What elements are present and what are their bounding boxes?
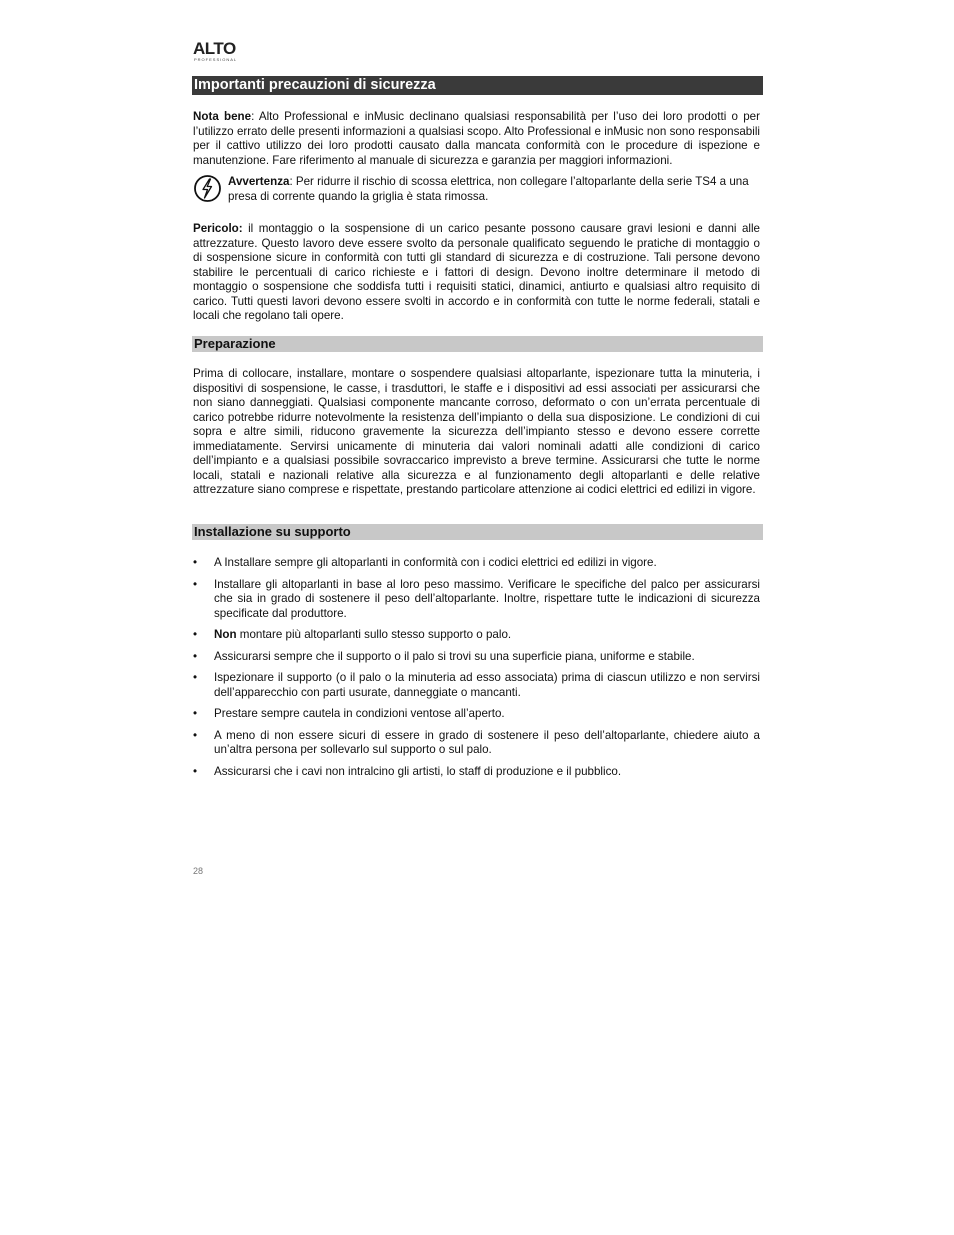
section-title-stand: Installazione su supporto (192, 524, 763, 540)
electric-shock-warning-icon (193, 174, 222, 203)
section-title-preparation: Preparazione (192, 336, 763, 352)
danger-text: il montaggio o la sospensione di un carico pesante possono causare gravi lesioni e danni alle attrezzature. Questo lavoro deve essere svolto da personale qualificato seguendo le pratiche di montaggio o di sospensione sicure in conformità con tutti gli standard di sicurezza e di costruzione. Tali persone devono stabilire le percentuali di carico richieste e i fattori di design. Devono inoltre determinare il metodo di montaggio o sospensione che soddisfa tutti i requisiti statici, dinamici, antiurto e qualsiasi altro requisito di carico. Tutti questi lavori devono essere svolti in accordo e in conformità con tutte le norme federali, statali e locali che regolano tali opere. (193, 222, 760, 322)
preparation-paragraph: Prima di collocare, installare, montare o sospendere qualsiasi altoparlante, ispezionare tutta la minuteria, i dispositivi di sospensione, le casse, i trasduttori, le staffe e i dispositivi ad essi associati per assicurarsi che non siano danneggiati. Qualsiasi componente mancante corroso, deformato o con un’errata percentuale di carico potrebbe ridurre notevolmente la resistenza dell’impianto o della sua disposizione. Le condizioni di cui sopra e altre simili, riducono gravemente la sicurezza dell’impianto stesso e devono essere corrette immediatamente. Servirsi unicamente di minuteria dai valori nominali adatti alle condizioni di carico dell’impianto e a qualsiasi possibile sovraccarico imprevisto a breve termine. Assicurarsi che tutte le norme locali, statali e nazionali relative alla sicurezza e al funzionamento degli altoparlanti e delle relative attrezzature siano comprese e rispettate, prestando particolare attenzione ai codici elettrici ed edilizi in vigore. (193, 367, 760, 496)
danger-paragraph (193, 222, 760, 324)
danger-label: Pericolo: (193, 222, 243, 235)
stand-bullet-list (193, 556, 760, 786)
list-item: • A Installare sempre gli altoparlanti in conformità con i codici elettrici ed edilizi in vigore. (193, 556, 657, 569)
list-item: • Non montare più altoparlanti sullo stesso supporto o palo. (193, 628, 512, 641)
warning-label: Avvertenza (228, 175, 290, 188)
note-paragraph (193, 110, 760, 168)
bullet-icon: • (193, 764, 198, 778)
bullet-icon: • (193, 577, 198, 591)
warning-text: : Per ridurre il rischio di scossa elettrica, non collegare l’altoparlante della serie TS4 a una presa di corrente quando la griglia è stata rimossa. (228, 175, 749, 203)
bullet-icon: • (193, 628, 198, 641)
bullet-icon: • (193, 707, 198, 720)
list-item: • A meno di non essere sicuri di essere in grado di sostenere il peso dell’altoparlante, chiedere aiuto a un’altra persona per sollevarlo sul supporto o sul palo. (193, 728, 760, 756)
non-label: Non (214, 628, 237, 641)
alto-logo (193, 39, 259, 63)
list-item: • Prestare sempre cautela in condizioni ventose all’aperto. (193, 707, 505, 720)
bullet-icon: • (193, 671, 198, 684)
note-text: : Alto Professional e inMusic declinano qualsiasi responsabilità per l’uso dei loro prodotti o per l’utilizzo errato delle presenti informazioni a qualsiasi scopo. Alto Professional e inMusic non sono responsabili per il cattivo utilizzo dei loro prodotti causato dalla mancata conformità con le procedure di ispezione e manutenzione. Fare riferimento al manuale di sicurezza e garanzia per maggiori informazioni. (193, 110, 760, 167)
note-label: Nota bene (193, 110, 252, 123)
bullet-icon: • (193, 649, 198, 663)
list-item: • Assicurarsi sempre che il supporto o il palo si trovi su una superficie piana, uniforme e stabile. (193, 649, 695, 663)
warning-paragraph (228, 175, 760, 204)
logo-subtitle: PROFESSIONAL (194, 57, 238, 62)
list-item: • Installare gli altoparlanti in base al loro peso massimo. Verificare le specifiche del palco per assicurarsi che sia in grado di sostenere il peso dell’altoparlante. Inoltre, rispettare tutte le indicazioni di sicurezza specificate dal produttore. (193, 577, 760, 620)
bullet-icon: • (193, 728, 198, 742)
list-item: • Ispezionare il supporto (o il palo o la minuteria ad esso associata) prima di ciascun utilizzo e non servirsi dell’apparecchio con parti usurate, danneggiate o mancanti. (193, 671, 760, 699)
page-number: 28 (193, 866, 204, 876)
list-item: • Assicurarsi che i cavi non intralcino gli artisti, lo staff di produzione e il pubblico. (193, 764, 622, 778)
logo-wordmark: ALTO (193, 39, 236, 58)
section-title-safety: Importanti precauzioni di sicurezza (192, 76, 763, 95)
bullet-icon: • (193, 556, 198, 569)
